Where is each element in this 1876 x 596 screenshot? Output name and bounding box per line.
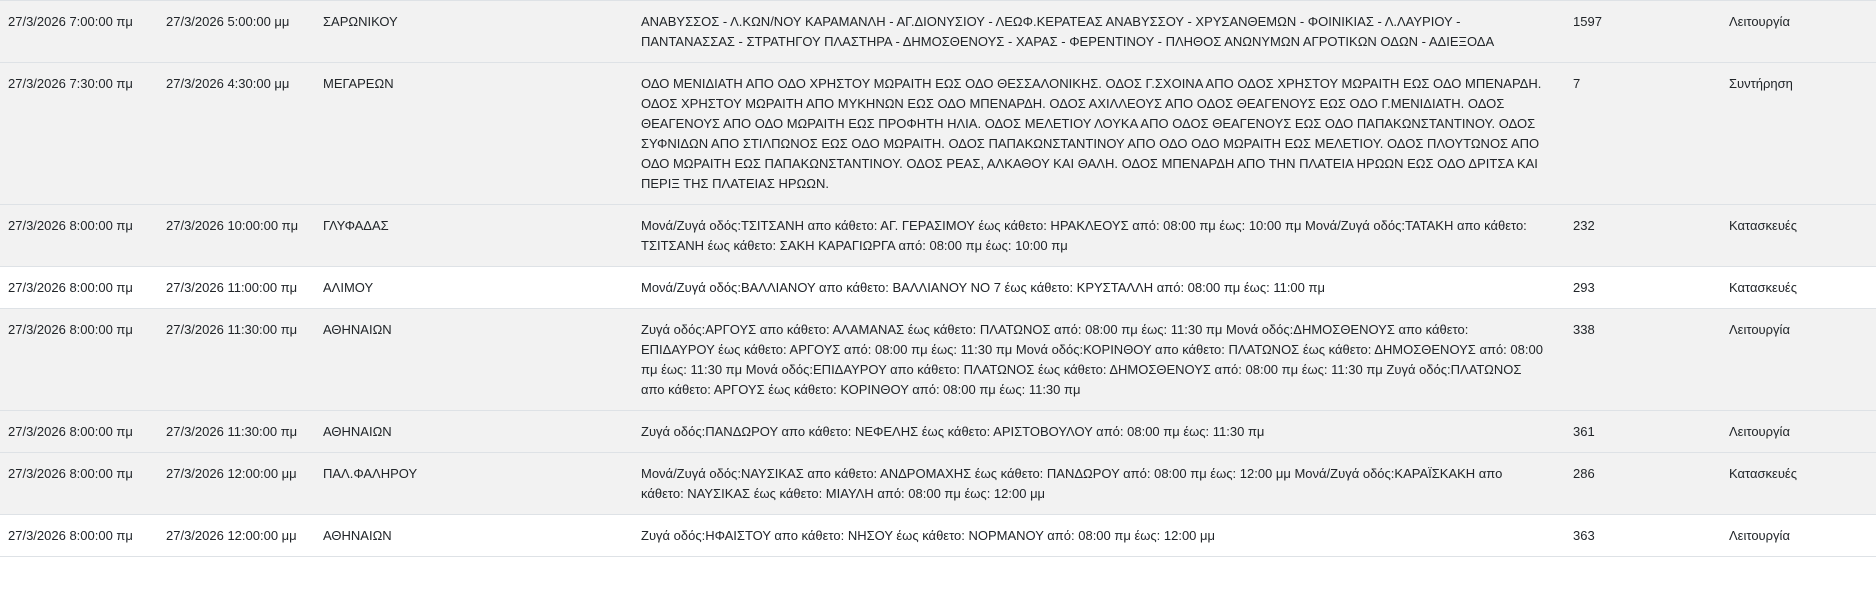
start-datetime-cell: 27/3/2026 8:00:00 πμ	[0, 411, 158, 453]
start-datetime-cell: 27/3/2026 8:00:00 πμ	[0, 267, 158, 309]
description-cell: Μονά/Ζυγά οδός:ΒΑΛΛΙΑΝΟΥ απο κάθετο: ΒΑΛΛΙΑΝΟΥ ΝΟ 7 έως κάθετο: ΚΡΥΣΤΑΛΛΗ από: 08:00 πμ έως: 11:00 πμ	[633, 267, 1565, 309]
number-cell: 338	[1565, 309, 1721, 411]
municipality-cell: ΠΑΛ.ΦΑΛΗΡΟΥ	[315, 453, 633, 515]
table-row	[0, 267, 1876, 309]
municipality-cell: ΑΘΗΝΑΙΩΝ	[315, 515, 633, 557]
description-cell: ΟΔΟ ΜΕΝΙΔΙΑΤΗ ΑΠΟ ΟΔΟ ΧΡΗΣΤΟΥ ΜΩΡΑΙΤΗ ΕΩΣ ΟΔΟ ΘΕΣΣΑΛΟΝΙΚΗΣ. ΟΔΟΣ Γ.ΣΧΟΙΝΑ ΑΠΟ ΟΔΟΣ ΧΡΗΣΤΟΥ ΜΩΡΑΙΤΗ ΕΩΣ ΟΔΟ ΜΠΕΝΑΡΔΗ. ΟΔΟΣ ΧΡΗΣΤΟΥ ΜΩΡΑΙΤΗ ΑΠΟ ΜΥΚΗΝΩΝ ΕΩΣ ΟΔΟ ΜΠΕΝΑΡΔΗ. ΟΔΟΣ ΑΧΙΛΛΕΟΥΣ ΑΠΟ ΟΔΟΣ ΘΕΑΓΕΝΟΥΣ ΕΩΣ ΟΔΟ Γ.ΜΕΝΙΔΙΑΤΗ. ΟΔΟΣ ΘΕΑΓΕΝΟΥΣ ΑΠΟ ΟΔΟ ΜΩΡΑΙΤΗ ΕΩΣ ΠΡΟΦΗΤΗ ΗΛΙΑ. ΟΔΟΣ ΜΕΛΕΤΙΟΥ ΛΟΥΚΑ ΑΠΟ ΟΔΟΣ ΘΕΑΓΕΝΟΥΣ ΕΩΣ ΟΔΟ ΠΑΠΑΚΩΝΣΤΑΝΤΙΝΟΥ. ΟΔΟΣ ΣΥΦΝΙΔΩΝ ΑΠΟ ΣΤΙΛΠΩΝΟΣ ΕΩΣ ΟΔΟ ΜΩΡΑΙΤΗ. ΟΔΟΣ ΠΑΠΑΚΩΝΣΤΑΝΤΙΝΟΥ ΑΠΟ ΟΔΟ ΟΔΟ ΜΩΡΑΙΤΗ ΕΩΣ ΜΕΛΕΤΙΟΥ. ΟΔΟΣ ΠΛΟΥΤΩΝΟΣ ΑΠΟ ΟΔΟ ΜΩΡΑΙΤΗ ΕΩΣ ΠΑΠΑΚΩΝΣΤΑΝΤΙΝΟΥ. ΟΔΟΣ ΡΕΑΣ, ΑΛΚΑΘΟΥ ΚΑΙ ΘΑΛΗ. ΟΔΟΣ ΜΠΕΝΑΡΔΗ ΑΠΟ ΤΗΝ ΠΛΑΤΕΙΑ ΗΡΩΩΝ ΕΩΣ ΟΔΟ ΔΡΙΤΣΑ ΚΑΙ ΠΕΡΙΞ ΤΗΣ ΠΛΑΤΕΙΑΣ ΗΡΩΩΝ.	[633, 63, 1565, 205]
end-datetime-cell: 27/3/2026 11:30:00 πμ	[158, 309, 315, 411]
description-cell: Ζυγά οδός:ΑΡΓΟΥΣ απο κάθετο: ΑΛΑΜΑΝΑΣ έως κάθετο: ΠΛΑΤΩΝΟΣ από: 08:00 πμ έως: 11:30 πμ Μονά οδός:ΔΗΜΟΣΘΕΝΟΥΣ απο κάθετο: ΕΠΙΔΑΥΡΟΥ έως κάθετο: ΑΡΓΟΥΣ από: 08:00 πμ έως: 11:30 πμ Μονά οδός:ΚΟΡΙΝΘΟΥ απο κάθετο: ΠΛΑΤΩΝΟΣ έως κάθετο: ΔΗΜΟΣΘΕΝΟΥΣ από: 08:00 πμ έως: 11:30 πμ Μονά οδός:ΕΠΙΔΑΥΡΟΥ απο κάθετο: ΠΛΑΤΩΝΟΣ έως κάθετο: ΔΗΜΟΣΘΕΝΟΥΣ από: 08:00 πμ έως: 11:30 πμ Ζυγά οδός:ΠΛΑΤΩΝΟΣ απο κάθετο: ΑΡΓΟΥΣ έως κάθετο: ΚΟΡΙΝΘΟΥ από: 08:00 πμ έως: 11:30 πμ	[633, 309, 1565, 411]
table-row	[0, 205, 1876, 267]
table-row	[0, 63, 1876, 205]
end-datetime-cell: 27/3/2026 12:00:00 μμ	[158, 515, 315, 557]
municipality-cell: ΣΑΡΩΝΙΚΟΥ	[315, 1, 633, 63]
number-cell: 232	[1565, 205, 1721, 267]
type-cell: Κατασκευές	[1721, 453, 1876, 515]
description-cell: ΑΝΑΒΥΣΣΟΣ - Λ.ΚΩΝ/ΝΟΥ ΚΑΡΑΜΑΝΛΗ - ΑΓ.ΔΙΟΝΥΣΙΟΥ - ΛΕΩΦ.ΚΕΡΑΤΕΑΣ ΑΝΑΒΥΣΣΟΥ - ΧΡΥΣΑΝΘΕΜΩΝ - ΦΟΙΝΙΚΙΑΣ - Λ.ΛΑΥΡΙΟΥ - ΠΑΝΤΑΝΑΣΣΑΣ - ΣΤΡΑΤΗΓΟΥ ΠΛΑΣΤΗΡΑ - ΔΗΜΟΣΘΕΝΟΥΣ - ΧΑΡΑΣ - ΦΕΡΕΝΤΙΝΟΥ - ΠΛΗΘΟΣ ΑΝΩΝΥΜΩΝ ΑΓΡΟΤΙΚΩΝ ΟΔΩΝ - ΑΔΙΕΞΟΔΑ	[633, 1, 1565, 63]
table-row	[0, 453, 1876, 515]
type-cell: Κατασκευές	[1721, 205, 1876, 267]
start-datetime-cell: 27/3/2026 7:30:00 πμ	[0, 63, 158, 205]
type-cell: Λειτουργία	[1721, 411, 1876, 453]
municipality-cell: ΑΘΗΝΑΙΩΝ	[315, 309, 633, 411]
number-cell: 363	[1565, 515, 1721, 557]
end-datetime-cell: 27/3/2026 4:30:00 μμ	[158, 63, 315, 205]
end-datetime-cell: 27/3/2026 12:00:00 μμ	[158, 453, 315, 515]
description-cell: Ζυγά οδός:ΗΦΑΙΣΤΟΥ απο κάθετο: ΝΗΣΟΥ έως κάθετο: ΝΟΡΜΑΝΟΥ από: 08:00 πμ έως: 12:00 μμ	[633, 515, 1565, 557]
type-cell: Συντήρηση	[1721, 63, 1876, 205]
table-row	[0, 1, 1876, 63]
number-cell: 361	[1565, 411, 1721, 453]
start-datetime-cell: 27/3/2026 7:00:00 πμ	[0, 1, 158, 63]
description-cell: Μονά/Ζυγά οδός:ΝΑΥΣΙΚΑΣ απο κάθετο: ΑΝΔΡΟΜΑΧΗΣ έως κάθετο: ΠΑΝΔΩΡΟΥ από: 08:00 πμ έως: 12:00 μμ Μονά/Ζυγά οδός:ΚΑΡΑΪΣΚΑΚΗ απο κάθετο: ΝΑΥΣΙΚΑΣ έως κάθετο: ΜΙΑΥΛΗ από: 08:00 πμ έως: 12:00 μμ	[633, 453, 1565, 515]
municipality-cell: ΜΕΓΑΡΕΩΝ	[315, 63, 633, 205]
table-row	[0, 309, 1876, 411]
type-cell: Λειτουργία	[1721, 309, 1876, 411]
closures-table	[0, 1, 1876, 557]
type-cell: Λειτουργία	[1721, 1, 1876, 63]
municipality-cell: ΑΘΗΝΑΙΩΝ	[315, 411, 633, 453]
number-cell: 7	[1565, 63, 1721, 205]
municipality-cell: ΓΛΥΦΑΔΑΣ	[315, 205, 633, 267]
number-cell: 293	[1565, 267, 1721, 309]
end-datetime-cell: 27/3/2026 11:30:00 πμ	[158, 411, 315, 453]
number-cell: 286	[1565, 453, 1721, 515]
table-row	[0, 411, 1876, 453]
table-row	[0, 515, 1876, 557]
end-datetime-cell: 27/3/2026 5:00:00 μμ	[158, 1, 315, 63]
start-datetime-cell: 27/3/2026 8:00:00 πμ	[0, 453, 158, 515]
description-cell: Μονά/Ζυγά οδός:ΤΣΙΤΣΑΝΗ απο κάθετο: ΑΓ. ΓΕΡΑΣΙΜΟΥ έως κάθετο: ΗΡΑΚΛΕΟΥΣ από: 08:00 πμ έως: 10:00 πμ Μονά/Ζυγά οδός:ΤΑΤΑΚΗ απο κάθετο: ΤΣΙΤΣΑΝΗ έως κάθετο: ΣΑΚΗ ΚΑΡΑΓΙΩΡΓΑ από: 08:00 πμ έως: 10:00 πμ	[633, 205, 1565, 267]
start-datetime-cell: 27/3/2026 8:00:00 πμ	[0, 309, 158, 411]
type-cell: Λειτουργία	[1721, 515, 1876, 557]
number-cell: 1597	[1565, 1, 1721, 63]
start-datetime-cell: 27/3/2026 8:00:00 πμ	[0, 515, 158, 557]
description-cell: Ζυγά οδός:ΠΑΝΔΩΡΟΥ απο κάθετο: ΝΕΦΕΛΗΣ έως κάθετο: ΑΡΙΣΤΟΒΟΥΛΟΥ από: 08:00 πμ έως: 11:30 πμ	[633, 411, 1565, 453]
start-datetime-cell: 27/3/2026 8:00:00 πμ	[0, 205, 158, 267]
end-datetime-cell: 27/3/2026 11:00:00 πμ	[158, 267, 315, 309]
end-datetime-cell: 27/3/2026 10:00:00 πμ	[158, 205, 315, 267]
type-cell: Κατασκευές	[1721, 267, 1876, 309]
municipality-cell: ΑΛΙΜΟΥ	[315, 267, 633, 309]
